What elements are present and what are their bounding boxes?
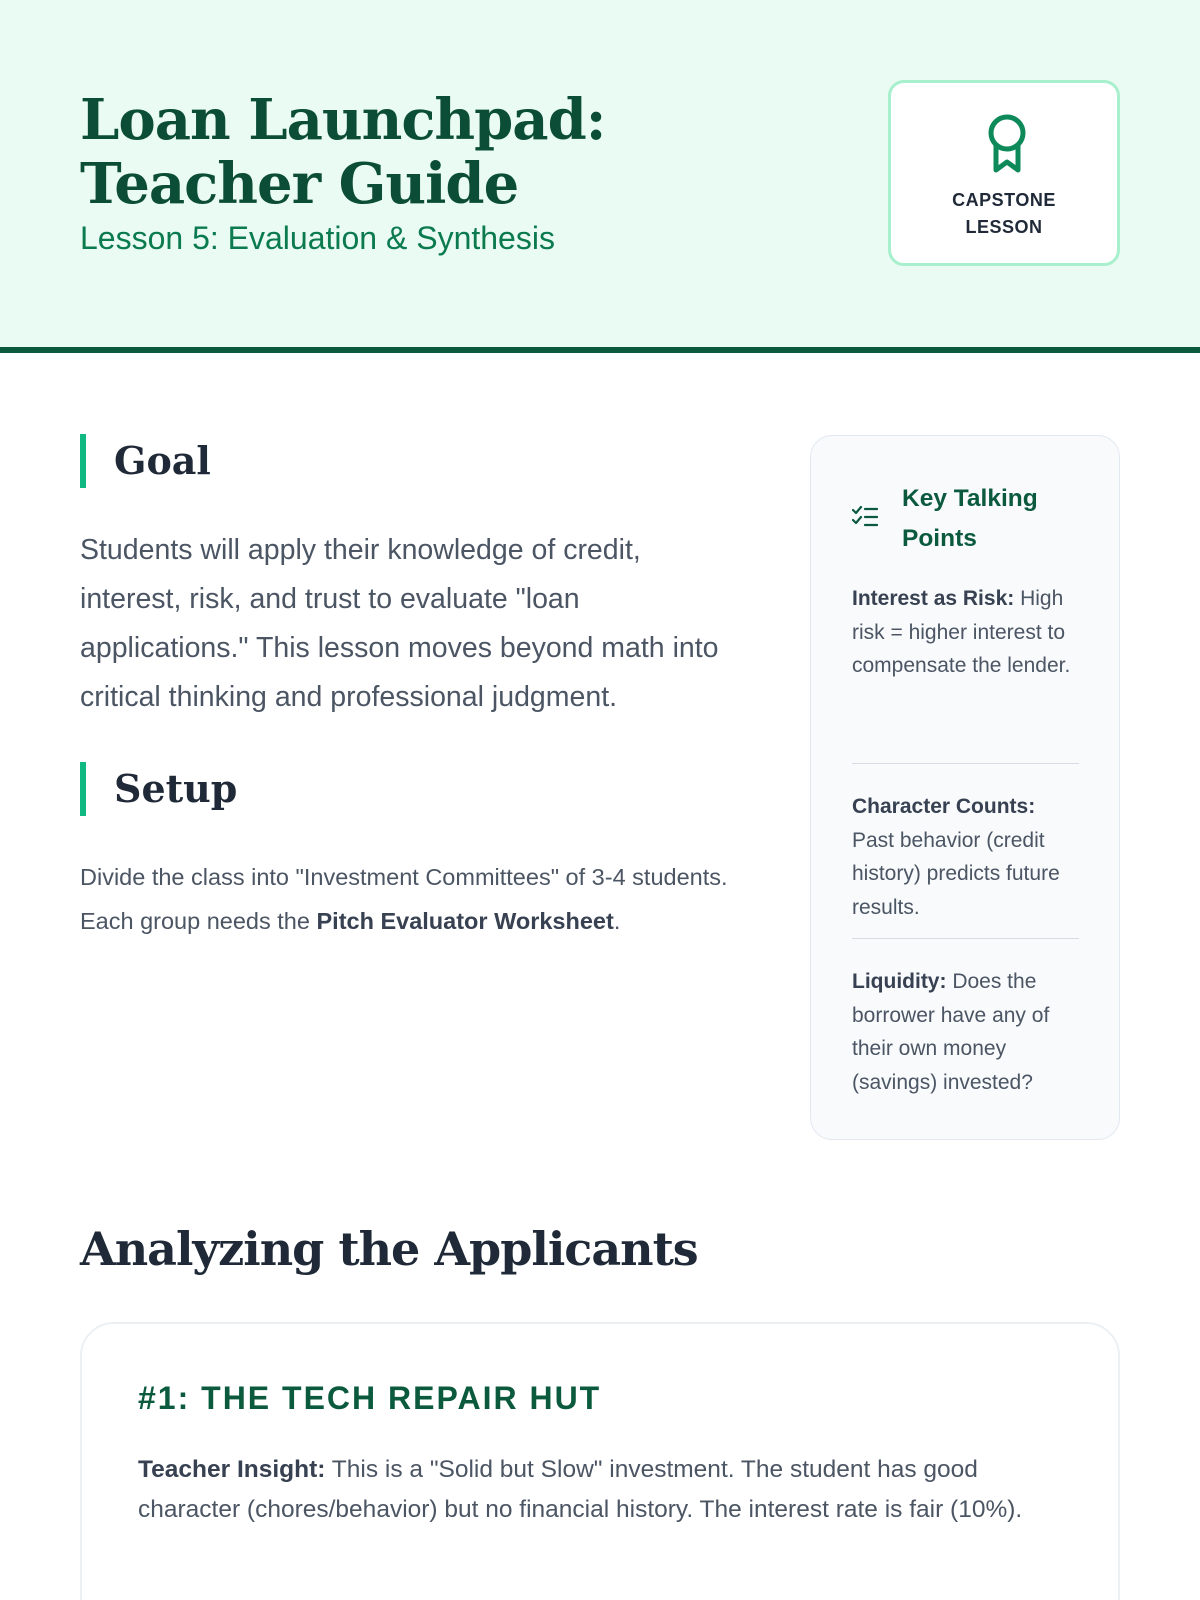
- worksheet-name: Pitch Evaluator Worksheet: [316, 908, 614, 934]
- talking-point-text: High risk = higher interest to compensate the lender.: [852, 587, 1071, 677]
- talking-point-text: Past behavior (credit history) predicts future results.: [852, 828, 1060, 919]
- talking-point: [852, 582, 1082, 683]
- page-header: [0, 0, 1200, 353]
- talking-point-label: Liquidity:: [852, 970, 947, 993]
- goal-text: Students will apply their knowledge of credit, interest, risk, and trust to evaluate "loan applications." This lesson moves beyond math into critical thinking and professional judgment.: [80, 534, 719, 713]
- badge-label: [891, 187, 1117, 241]
- applicant-card: [80, 1322, 1120, 1600]
- page-subtitle: Lesson 5: Evaluation & Synthesis: [80, 220, 555, 256]
- setup-text: [80, 855, 730, 943]
- divider: [852, 938, 1079, 939]
- applicants-heading: Analyzing the Applicants: [80, 1222, 698, 1276]
- award-ribbon-icon: [985, 113, 1029, 175]
- setup-text-main: Divide the class into "Investment Committees" of 3-4 students. Each group needs the: [80, 864, 728, 934]
- setup-text-end: .: [613, 908, 621, 934]
- badge-line-2: LESSON: [965, 217, 1043, 237]
- insight-label: Teacher Insight:: [138, 1456, 326, 1483]
- setup-heading: Setup: [80, 762, 237, 816]
- capstone-badge: [888, 80, 1120, 266]
- applicant-title: #1: THE TECH REPAIR HUT: [138, 1380, 602, 1416]
- talking-points-title: Key Talking Points: [902, 485, 1038, 552]
- talking-point: [852, 965, 1082, 1099]
- goal-heading: Goal: [80, 434, 211, 488]
- checklist-icon: [852, 505, 878, 529]
- key-talking-points-panel: [810, 435, 1120, 1140]
- talking-point-text: Does the borrower have any of their own money (savings) invested?: [852, 970, 1050, 1094]
- divider: [852, 763, 1079, 764]
- talking-point-label: Character Counts:: [852, 795, 1036, 818]
- talking-point-label: Interest as Risk:: [852, 587, 1015, 610]
- insight-text: This is a "Solid but Slow" investment. The student has good character (chores/behavior) but no financial history. The interest rate is fair (10%).: [138, 1456, 1023, 1523]
- page-title: Loan Launchpad: Teacher Guide: [80, 87, 606, 217]
- teacher-insight: [138, 1450, 1058, 1530]
- talking-point: [852, 790, 1082, 924]
- badge-line-1: CAPSTONE: [952, 190, 1056, 210]
